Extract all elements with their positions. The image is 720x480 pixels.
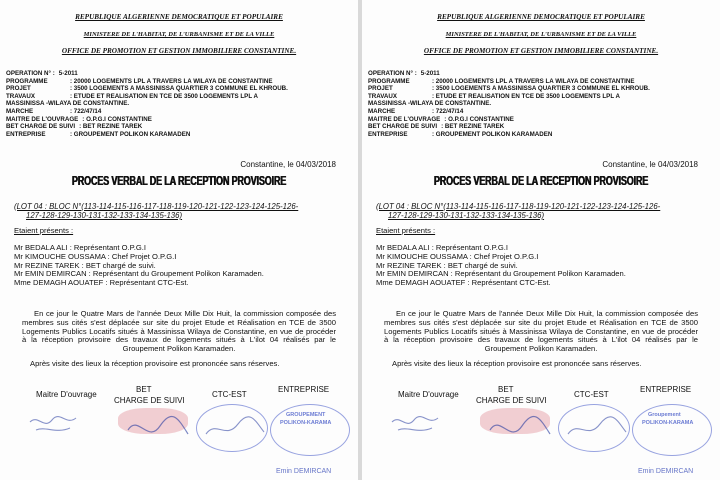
- header-republic: REPUBLIQUE ALGERIENNE DEMOCRATIQUE ET POPULAIRE: [75, 13, 283, 21]
- stamp-text-2: POLIKON-KARAMA: [642, 420, 694, 426]
- members-list: [376, 244, 706, 288]
- signature-bet-2: CHARGE DE SUIVI: [476, 396, 547, 405]
- programme-key: PROGRAMME: [6, 77, 48, 85]
- bet-value: : BET REZINE TAREK: [79, 123, 143, 131]
- bet-key: BET CHARGE DE SUIVI: [6, 123, 76, 131]
- entreprise-value: : GROUPEMENT POLIKON KARAMADEN: [70, 130, 191, 138]
- projet-key: PROJET: [368, 85, 393, 93]
- member-item: Mr BEDALA ALI : Représentant O.P.G.I: [376, 243, 508, 252]
- bet-key: BET CHARGE DE SUIVI: [368, 123, 438, 131]
- operation-value: 5-2011: [58, 70, 78, 77]
- marche-value: : 722/47/14: [432, 107, 464, 115]
- signature-bet-2: CHARGE DE SUIVI: [114, 396, 185, 405]
- document-title: PROCES VERBAL DE LA RECEPTION PROVISOIRE: [433, 174, 649, 188]
- present-label: Etaient présents :: [14, 226, 74, 235]
- member-item: Mr REZINE TAREK : BET chargé de suivi.: [376, 260, 518, 270]
- operation-key: OPERATION N° :: [368, 70, 417, 77]
- marche-key: MARCHE: [368, 107, 396, 115]
- closing-sentence: Après visite des lieux la réception provisoire est prononcée sans réserves.: [30, 359, 280, 368]
- signature-ctc-scribble-icon: [562, 410, 632, 450]
- body-paragraph: En ce jour le Quatre Mars de l'année Deux Mille Dix Huit, la commission composée des membres sus cités s'est déplacée sur site du projet Etude et Réalisation en TCE de 3500 Logements Publics Locatifs situés à Massinissa Wilaya de Constantine, en vue de procéder à la réception provisoire des travaux de logements situés à L'ilot 04 réalisés par le Groupement Polikon Karamaden.: [22, 309, 336, 354]
- member-item: Mr KIMOUCHE OUSSAMA : Chef Projet O.P.G.I: [376, 251, 539, 261]
- lot-line-1: (LOT 04 : BLOC N°(113-114-115-116-117-118-119-120-121-122-123-124-125-126-: [376, 202, 661, 211]
- member-item: Mr EMIN DEMIRCAN : Représentant du Groupement Polikon Karamaden.: [14, 269, 264, 279]
- marche-value: : 722/47/14: [70, 107, 102, 115]
- header-office: OFFICE DE PROMOTION ET GESTION IMMOBILIERE CONSTANTINE.: [423, 47, 659, 55]
- header-office: OFFICE DE PROMOTION ET GESTION IMMOBILIERE CONSTANTINE.: [61, 47, 297, 55]
- header-ministry: MINISTERE DE L'HABITAT, DE L'URBANISME ET DE LA VILLE: [83, 31, 275, 38]
- present-label: Etaient présents :: [376, 226, 436, 235]
- lot-description: [376, 202, 696, 220]
- signature-ctc: CTC-EST: [574, 390, 609, 399]
- entreprise-value: : GROUPEMENT POLIKON KARAMADEN: [432, 130, 553, 138]
- members-list: [14, 244, 344, 288]
- signature-entreprise: ENTREPRISE: [640, 385, 692, 394]
- projet-key: PROJET: [6, 85, 31, 93]
- lot-line-2: 127-128-129-130-131-132-133-134-135-136): [388, 211, 545, 220]
- stamp-name: Emin DEMIRCAN: [276, 468, 332, 475]
- programme-value: : 20000 LOGEMENTS LPL A TRAVERS LA WILAYA DE CONSTANTINE: [70, 77, 273, 85]
- member-item: Mr BEDALA ALI : Représentant O.P.G.I: [14, 243, 146, 252]
- document-date: Constantine, le 04/03/2018: [240, 160, 336, 169]
- member-item: Mr EMIN DEMIRCAN : Représentant du Groupement Polikon Karamaden.: [376, 269, 626, 279]
- header-republic: REPUBLIQUE ALGERIENNE DEMOCRATIQUE ET POPULAIRE: [437, 13, 645, 21]
- operation-key: OPERATION N° :: [6, 70, 55, 77]
- lot-line-1: (LOT 04 : BLOC N°(113-114-115-116-117-118-119-120-121-122-123-124-125-126-: [14, 202, 299, 211]
- signature-bet-1: BET: [136, 385, 152, 394]
- signature-bet-scribble-icon: [124, 410, 194, 450]
- maitre-key: MAITRE DE L'OUVRAGE: [6, 115, 79, 123]
- entreprise-key: ENTREPRISE: [368, 130, 408, 138]
- travaux-key: TRAVAUX: [6, 92, 35, 100]
- operation-value: 5-2011: [420, 70, 440, 77]
- signature-maitre: Maitre D'ouvrage: [36, 390, 97, 399]
- body-text: [22, 310, 336, 354]
- entreprise-key: ENTREPRISE: [6, 130, 46, 138]
- document-page-right: [362, 0, 720, 480]
- maitre-value: : O.P.G.I CONSTANTINE: [82, 115, 152, 123]
- travaux-value-2: MASSINISSA -WILAYA DE CONSTANTINE.: [368, 100, 492, 108]
- projet-value: : 3500 LOGEMENTS A MASSINISSA QUARTIER 3 COMMUNE EL KHROUB.: [70, 85, 288, 93]
- signature-maitre-scribble-icon: [388, 408, 448, 440]
- travaux-value: : ETUDE ET REALISATION EN TCE DE 3500 LOGEMENTS LPL A: [432, 92, 620, 100]
- signature-ctc: CTC-EST: [212, 390, 247, 399]
- travaux-key: TRAVAUX: [368, 92, 397, 100]
- travaux-value: : ETUDE ET REALISATION EN TCE DE 3500 LOGEMENTS LPL A: [70, 92, 258, 100]
- lot-description: [14, 202, 334, 220]
- maitre-value: : O.P.G.I CONSTANTINE: [444, 115, 514, 123]
- signature-ctc-scribble-icon: [200, 410, 270, 450]
- closing-sentence: Après visite des lieux la réception provisoire est prononcée sans réserves.: [392, 359, 642, 368]
- document-title: PROCES VERBAL DE LA RECEPTION PROVISOIRE: [71, 174, 287, 188]
- signature-entreprise: ENTREPRISE: [278, 385, 330, 394]
- body-text: [384, 310, 698, 354]
- programme-value: : 20000 LOGEMENTS LPL A TRAVERS LA WILAYA DE CONSTANTINE: [432, 77, 635, 85]
- member-item: Mr KIMOUCHE OUSSAMA : Chef Projet O.P.G.I: [14, 251, 177, 261]
- stamp-text-1: Groupement: [648, 412, 681, 418]
- header-ministry: MINISTERE DE L'HABITAT, DE L'URBANISME ET DE LA VILLE: [445, 31, 637, 38]
- project-info: [368, 70, 708, 138]
- stamp-text-1: GROUPEMENT: [286, 412, 326, 418]
- marche-key: MARCHE: [6, 107, 34, 115]
- document-page-left: [0, 0, 358, 480]
- signature-bet-1: BET: [498, 385, 514, 394]
- maitre-key: MAITRE DE L'OUVRAGE: [368, 115, 441, 123]
- member-item: Mme DEMAGH AOUATEF : Représentant CTC-Est.: [376, 278, 551, 288]
- stamp-name: Emin DEMIRCAN: [638, 468, 694, 475]
- signature-maitre: Maitre D'ouvrage: [398, 390, 459, 399]
- body-paragraph: En ce jour le Quatre Mars de l'année Deux Mille Dix Huit, la commission composée des membres sus cités s'est déplacée sur site du projet Etude et Réalisation en TCE de 3500 Logements Publics Locatifs situés à Massinissa Wilaya de Constantine, en vue de procéder à la réception provisoire des travaux de logements situés à L'ilot 04 réalisés par le Groupement Polikon Karamaden.: [384, 309, 698, 354]
- projet-value: : 3500 LOGEMENTS A MASSINISSA QUARTIER 3 COMMUNE EL KHROUB.: [432, 85, 650, 93]
- signature-bet-scribble-icon: [486, 410, 556, 450]
- bet-value: : BET REZINE TAREK: [441, 123, 505, 131]
- document-date: Constantine, le 04/03/2018: [602, 160, 698, 169]
- stamp-text-2: POLIKON-KARAMA: [280, 420, 332, 426]
- member-item: Mr REZINE TAREK : BET chargé de suivi.: [14, 260, 156, 270]
- programme-key: PROGRAMME: [368, 77, 410, 85]
- member-item: Mme DEMAGH AOUATEF : Représentant CTC-Est.: [14, 278, 189, 288]
- lot-line-2: 127-128-129-130-131-132-133-134-135-136): [26, 211, 183, 220]
- project-info: [6, 70, 346, 138]
- travaux-value-2: MASSINISSA -WILAYA DE CONSTANTINE.: [6, 100, 130, 108]
- signature-maitre-scribble-icon: [26, 408, 86, 440]
